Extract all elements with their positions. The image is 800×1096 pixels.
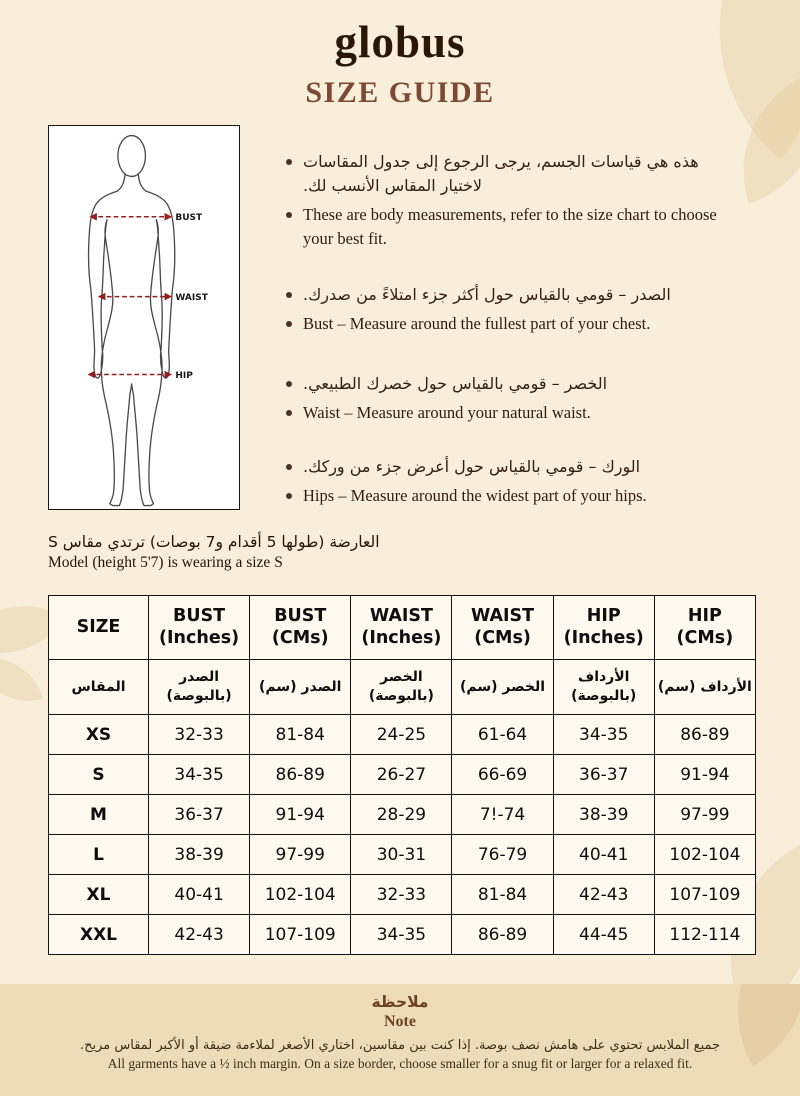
table-row [49, 835, 756, 875]
table-cell: 97-99 [654, 795, 755, 835]
table-cell: 42-43 [149, 915, 250, 955]
instruction-text: هذه هي قياسات الجسم، يرجى الرجوع إلى جدول المقاسات لاختيار المقاس الأنسب لك. [303, 152, 699, 195]
instruction-text: الخصر – قومي بالقياس حول خصرك الطبيعي. [303, 374, 608, 393]
table-header-english [49, 596, 756, 660]
table-cell: 86-89 [250, 755, 351, 795]
instruction-waist [286, 372, 734, 425]
table-cell: 97-99 [250, 835, 351, 875]
column-header-waist-cms-ar: الخصر (سم) [452, 660, 553, 715]
column-header-hip-inches: HIP (Inches) [553, 596, 654, 660]
table-cell: 40-41 [553, 835, 654, 875]
table-row [49, 795, 756, 835]
instruction-english [286, 484, 734, 508]
column-header-hip-cms-ar: الأرداف (سم) [654, 660, 755, 715]
model-note-arabic: العارضة (طولها 5 أقدام و7 بوصات) ترتدي مقاس S [48, 533, 380, 551]
column-header-hip-inches-ar: الأرداف (بالبوصة) [553, 660, 654, 715]
table-cell: 91-94 [654, 755, 755, 795]
instruction-arabic [286, 150, 734, 198]
column-header-waist-inches: WAIST (Inches) [351, 596, 452, 660]
table-cell: 86-89 [654, 715, 755, 755]
column-header-bust-cms-ar: الصدر (سم) [250, 660, 351, 715]
table-cell: 44-45 [553, 915, 654, 955]
instruction-arabic [286, 283, 734, 307]
note-body-arabic: جميع الملابس تحتوي على هامش نصف بوصة. إذا كنت بين مقاسين، اختاري الأصغر لملاءمة ضيقة أو الأكبر لمقاس مريح. [79, 1038, 721, 1053]
bullet-icon [286, 321, 292, 327]
column-header-waist-inches-ar: الخصر (بالبوصة) [351, 660, 452, 715]
table-cell: 26-27 [351, 755, 452, 795]
table-row [49, 755, 756, 795]
instruction-text: الصدر – قومي بالقياس حول أكثر جزء امتلاءً من صدرك. [303, 285, 671, 304]
note-title-arabic: ملاحظة [371, 993, 429, 1011]
table-cell: 81-84 [250, 715, 351, 755]
size-label: S [49, 755, 149, 795]
bullet-icon [286, 212, 292, 218]
size-label: XS [49, 715, 149, 755]
table-row [49, 715, 756, 755]
table-cell: 102-104 [654, 835, 755, 875]
column-header-bust-inches-ar: الصدر (بالبوصة) [149, 660, 250, 715]
size-label: XL [49, 875, 149, 915]
instruction-text: These are body measurements, refer to the size chart to choose your best fit. [303, 205, 717, 248]
bullet-icon [286, 292, 292, 298]
instruction-arabic [286, 455, 734, 479]
leaf-decoration [0, 646, 43, 713]
body-outline [89, 136, 175, 506]
table-cell: 42-43 [553, 875, 654, 915]
table-cell: 40-41 [149, 875, 250, 915]
instruction-text: Hips – Measure around the widest part of your hips. [303, 486, 647, 505]
note-title-english: Note [384, 1013, 416, 1030]
instruction-text: الورك – قومي بالقياس حول أعرض جزء من وركك. [303, 457, 641, 476]
table-cell: 34-35 [351, 915, 452, 955]
size-label: XXL [49, 915, 149, 955]
bust-label: BUST [175, 213, 203, 224]
table-cell: 34-35 [149, 755, 250, 795]
table-cell: 76-79 [452, 835, 553, 875]
instruction-english [286, 401, 734, 425]
model-note [48, 533, 380, 572]
table-cell: 24-25 [351, 715, 452, 755]
table-cell: 7!-74 [452, 795, 553, 835]
instruction-english [286, 312, 734, 336]
table-cell: 91-94 [250, 795, 351, 835]
column-header-size: SIZE [49, 596, 149, 660]
column-header-bust-cms: BUST (CMs) [250, 596, 351, 660]
size-label: M [49, 795, 149, 835]
body-measurement-diagram [48, 125, 240, 510]
waist-label: WAIST [175, 292, 208, 303]
column-header-size-ar: المقاس [49, 660, 149, 715]
instruction-arabic [286, 372, 734, 396]
bullet-icon [286, 381, 292, 387]
bullet-icon [286, 464, 292, 470]
table-cell: 66-69 [452, 755, 553, 795]
table-cell: 38-39 [149, 835, 250, 875]
croquis-figure [49, 126, 239, 509]
table-cell: 30-31 [351, 835, 452, 875]
note-section [0, 984, 800, 1096]
table-cell: 38-39 [553, 795, 654, 835]
instruction-text: Bust – Measure around the fullest part of your chest. [303, 314, 651, 333]
table-cell: 36-37 [553, 755, 654, 795]
instruction-hips [286, 455, 734, 508]
column-header-bust-inches: BUST (Inches) [149, 596, 250, 660]
instructions-list [286, 150, 734, 540]
size-label: L [49, 835, 149, 875]
table-cell: 107-109 [654, 875, 755, 915]
column-header-hip-cms: HIP (CMs) [654, 596, 755, 660]
page-title: SIZE GUIDE [305, 76, 495, 109]
table-cell: 34-35 [553, 715, 654, 755]
table-row [49, 915, 756, 955]
brand-logo: globus [334, 17, 466, 67]
column-header-waist-cms: WAIST (CMs) [452, 596, 553, 660]
table-cell: 32-33 [351, 875, 452, 915]
table-cell: 112-114 [654, 915, 755, 955]
table-cell: 81-84 [452, 875, 553, 915]
table-cell: 28-29 [351, 795, 452, 835]
table-cell: 102-104 [250, 875, 351, 915]
table-cell: 86-89 [452, 915, 553, 955]
table-cell: 32-33 [149, 715, 250, 755]
table-cell: 107-109 [250, 915, 351, 955]
size-chart-table [48, 595, 756, 955]
bullet-icon [286, 410, 292, 416]
model-note-english: Model (height 5'7) is wearing a size S [48, 554, 283, 571]
instruction-measurements [286, 150, 734, 251]
table-header-arabic [49, 660, 756, 715]
bullet-icon [286, 493, 292, 499]
table-row [49, 875, 756, 915]
instruction-bust [286, 283, 734, 336]
note-body-english: All garments have a ½ inch margin. On a size border, choose smaller for a snug fit or larger for a relaxed fit. [107, 1056, 693, 1071]
instruction-text: Waist – Measure around your natural waist. [303, 403, 591, 422]
hip-label: HIP [175, 370, 193, 381]
bullet-icon [286, 159, 292, 165]
table-cell: 36-37 [149, 795, 250, 835]
table-cell: 61-64 [452, 715, 553, 755]
instruction-english [286, 203, 734, 251]
